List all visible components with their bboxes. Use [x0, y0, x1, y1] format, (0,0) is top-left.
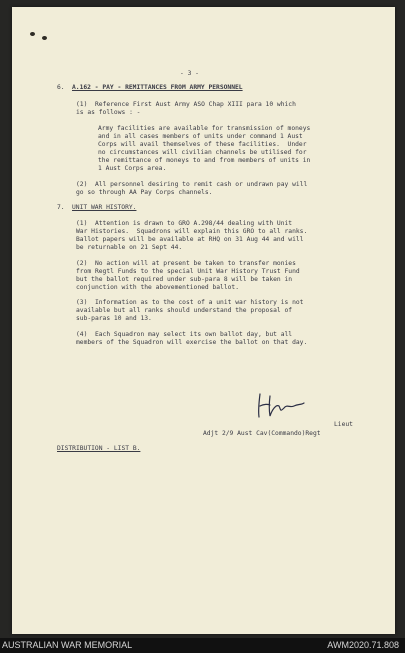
section-7-para-3-line: available but all ranks should understand the proposal of	[76, 307, 293, 314]
section-6-para-2-line: go so through AA Pay Corps channels.	[76, 189, 213, 196]
handwritten-signature	[254, 390, 306, 420]
distribution-line: DISTRIBUTION - LIST B.	[57, 445, 141, 452]
section-7-para-4-line: (4) Each Squadron may select its own ballot day, but all	[76, 331, 293, 338]
section-6-quote-line: 1 Aust Corps area.	[98, 165, 167, 172]
section-6-quote-line: Corps will avail themselves of these facilities. Under	[98, 141, 307, 148]
punch-hole-mark	[30, 32, 35, 36]
signature-appointment: Adjt 2/9 Aust Cav(Commando)Regt	[203, 430, 321, 437]
section-6-quote-line: no circumstances will civilian channels be utilised for	[98, 149, 307, 156]
section-7-para-2-line: (2) No action will at present be taken to transfer monies	[76, 260, 296, 267]
section-7-heading: UNIT WAR HISTORY.	[72, 204, 137, 211]
footer-accession-number: AWM2020.71.808	[327, 640, 399, 650]
section-6-heading: A.162 - PAY - REMITTANCES FROM ARMY PERSONNEL	[72, 84, 243, 91]
section-6-para-2-line: (2) All personnel desiring to remit cash or undrawn pay will	[76, 181, 308, 188]
section-7-number: 7.	[57, 204, 65, 211]
section-7-para-2-line: from Regtl Funds to the special Unit War History Trust Fund	[76, 268, 300, 275]
page-number: - 3 -	[180, 70, 199, 77]
section-7-para-1-line: War Histories. Squadrons will explain this GRO to all ranks.	[76, 228, 308, 235]
section-7-para-3-line: sub-paras 10 and 13.	[76, 315, 152, 322]
section-6-quote-line: the remittance of moneys to and from members of units in	[98, 157, 311, 164]
footer-institution: AUSTRALIAN WAR MEMORIAL	[2, 640, 133, 650]
section-6-quote-line: Army facilities are available for transmission of moneys	[98, 125, 311, 132]
section-6-para-1-line: (1) Reference First Aust Army ASO Chap XIII para 10 which	[76, 101, 296, 108]
section-6-quote-line: and in all cases members of units under command 1 Aust	[98, 133, 303, 140]
section-6-number: 6.	[57, 84, 65, 91]
section-7-para-4-line: members of the Squadron will exercise the ballot on that day.	[76, 339, 308, 346]
section-6-para-1-line: is as follows : -	[76, 109, 141, 116]
section-7-para-2-line: but the ballot required under sub-para 8 will be taken in	[76, 276, 293, 283]
signature-rank: Lieut	[334, 421, 353, 428]
section-7-para-1-line: (1) Attention is drawn to GRO A.298/44 dealing with Unit	[76, 220, 293, 227]
section-7-para-1-line: Ballot papers will be available at RHQ on 31 Aug 44 and will	[76, 236, 304, 243]
section-7-para-3-line: (3) Information as to the cost of a unit war history is not	[76, 299, 304, 306]
section-7-para-2-line: conjunction with the abovementioned ballot.	[76, 284, 240, 291]
section-7-para-1-line: be returnable on 21 Sept 44.	[76, 244, 183, 251]
punch-hole-mark	[42, 36, 47, 40]
archive-footer	[0, 638, 405, 653]
